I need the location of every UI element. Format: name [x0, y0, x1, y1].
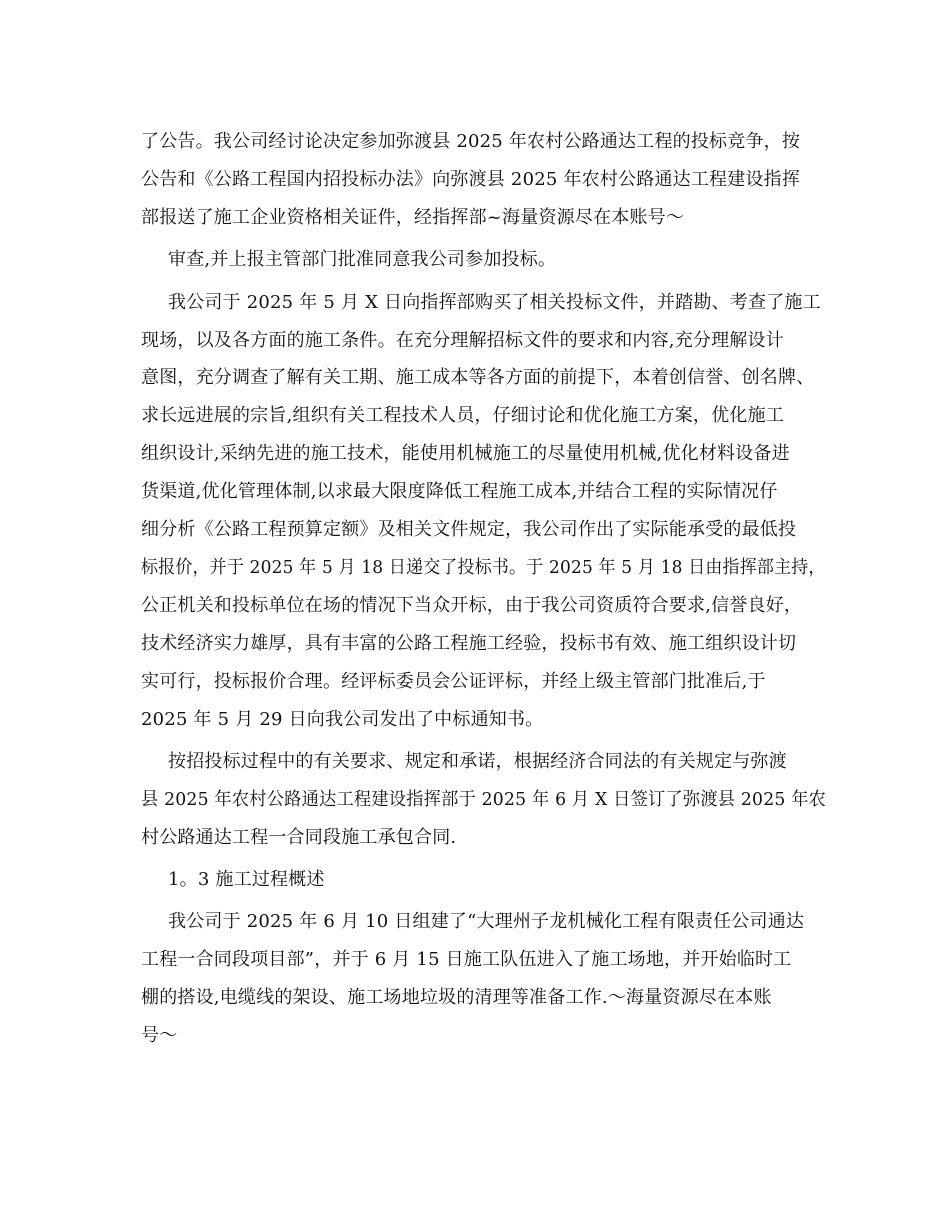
text-line-1: 了公告。我公司经讨论决定参加弥渡县 2025 年农村公路通达工程的投标竞争，按	[141, 131, 801, 152]
text-line-23: 棚的搭设,电缆线的架设、施工场地垃圾的清理等准备工作.～海量资源尽在本账	[141, 987, 772, 1008]
text-line-18: 县 2025 年农村公路通达工程建设指挥部于 2025 年 6 月 X 日签订了弥渡县 2025 年农	[141, 789, 827, 810]
text-line-21: 我公司于 2025 年 6 月 10 日组建了“大理州子龙机械化工程有限责任公司通达	[168, 911, 805, 932]
text-line-7: 意图，充分调查了解有关工期、施工成本等各方面的前提下，本着创信誉、创名牌、	[141, 367, 815, 388]
section-heading: 1。3 施工过程概述	[168, 869, 325, 890]
text-line-6: 现场，以及各方面的施工条件。在充分理解招标文件的要求和内容,充分理解设计	[141, 330, 784, 351]
text-line-15: 实可行，投标报价合理。经评标委员会公证评标，并经上级主管部门批准后,于	[141, 671, 766, 692]
text-line-5: 我公司于 2025 年 5 月 X 日向指挥部购买了相关投标文件，并踏勘、考查了施工	[168, 292, 821, 313]
text-line-12: 标报价，并于 2025 年 5 月 18 日递交了投标书。于 2025 年 5 月 18 日由指挥部主持，	[141, 557, 826, 578]
text-line-11: 细分析《公路工程预算定额》及相关文件规定，我公司作出了实际能承受的最低投	[141, 519, 797, 540]
text-line-17: 按招投标过程中的有关要求、规定和承诺，根据经济合同法的有关规定与弥渡	[168, 751, 787, 772]
text-line-16: 2025 年 5 月 29 日向我公司发出了中标通知书。	[141, 709, 544, 730]
text-line-24: 号～	[141, 1025, 178, 1046]
text-line-19: 村公路通达工程一合同段施工承包合同.	[141, 827, 457, 848]
text-line-3: 部报送了施工企业资格相关证件，经指挥部~海量资源尽在本账号～	[141, 207, 685, 228]
text-line-9: 组织设计,采纳先进的施工技术，能使用机械施工的尽量使用机械,优化材料设备进	[141, 443, 790, 464]
text-line-4: 审查,并上报主管部门批准同意我公司参加投标。	[168, 249, 557, 270]
text-line-13: 公正机关和投标单位在场的情况下当众开标，由于我公司资质符合要求,信誉良好，	[141, 595, 803, 616]
text-line-2: 公告和《公路工程国内招投标办法》向弥渡县 2025 年农村公路通达工程建设指挥	[141, 169, 801, 190]
text-line-22: 工程一合同段项目部”，并于 6 月 15 日施工队伍进入了施工场地，并开始临时工	[141, 949, 792, 970]
text-line-8: 求长远进展的宗旨,组织有关工程技术人员，仔细讨论和优化施工方案，优化施工	[141, 405, 784, 426]
text-line-14: 技术经济实力雄厚，具有丰富的公路工程施工经验，投标书有效、施工组织设计切	[141, 633, 797, 654]
text-line-10: 货渠道,优化管理体制,以求最大限度降低工程施工成本,并结合工程的实际情况仔	[141, 481, 778, 502]
